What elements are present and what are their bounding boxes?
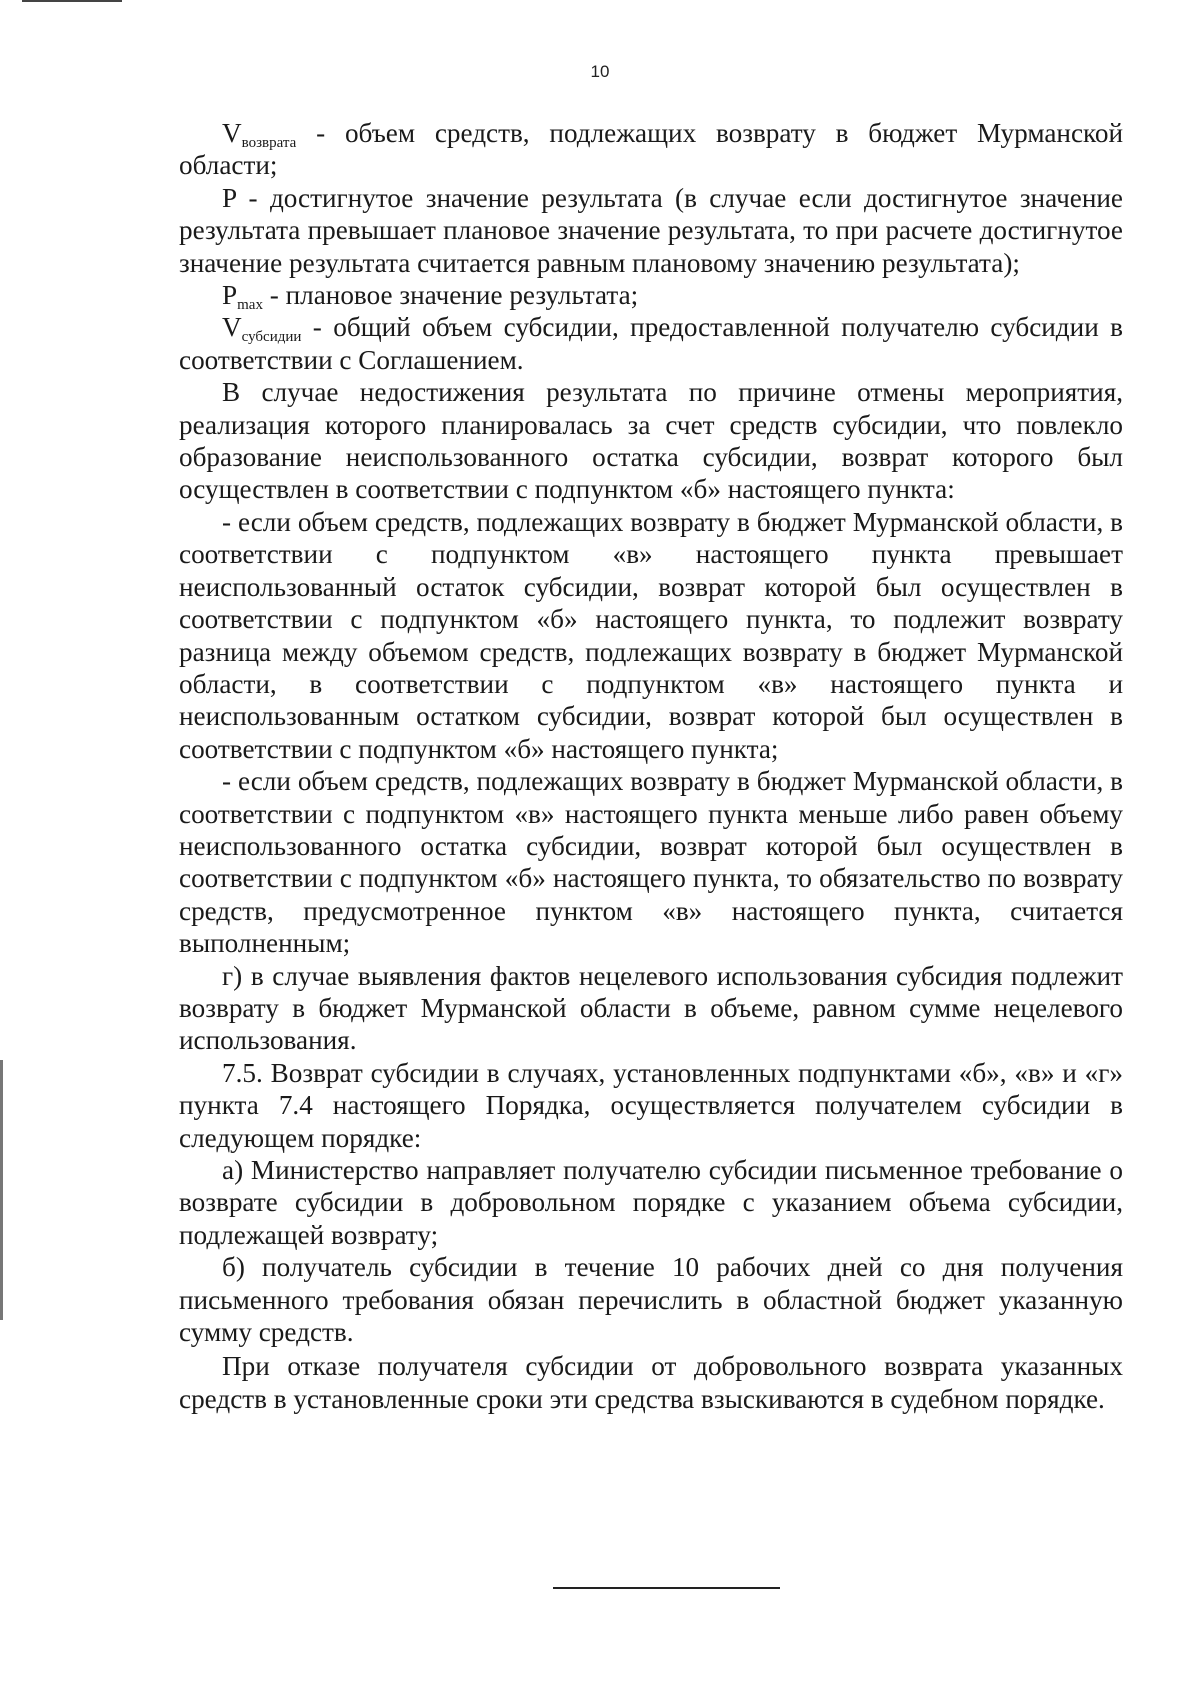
paragraph-excess-case: - если объем средств, подлежащих возврату в бюджет Мурманской области, в соответствии с подпунктом «в» настоящего пункта превышает неиспользованный остаток субсидии, возврат которой был осуществлен в соответствии с подпунктом «б» настоящего пункта, то подлежит возврату разница между объемом средств, подлежащих возврату в бюджет Мурманской области, в соответствии с подпунктом «в» настоящего пункта и неиспользованным остатком субсидии, возврат которой был осуществлен в соответствии с подпунктом «б» настоящего пункта; bbox=[179, 506, 1123, 764]
definition-text: - достигнутое значение результата (в случае если достигнутое значение результата превышает плановое значение результата, то при расчете достигнутое значение результата считается равным плановому значению результата); bbox=[179, 182, 1123, 278]
paragraph-non-achievement: В случае недостижения результата по причине отмены мероприятия, реализация которого планировалась за счет средств субсидии, что повлекло образование неиспользованного остатка субсидии, возврат которого был осуществлен в соответствии с подпунктом «б» настоящего пункта: bbox=[179, 377, 1123, 505]
end-separator-line bbox=[553, 1587, 780, 1589]
definition-v-subsidy bbox=[179, 311, 1123, 376]
definition-p-max bbox=[179, 279, 1123, 314]
definition-text: - объем средств, подлежащих возврату в бюджет Мурманской области; bbox=[179, 118, 1123, 181]
paragraph-misuse: г) в случае выявления фактов нецелевого использования субсидия подлежит возврату в бюджет Мурманской области в объеме, равном сумме нецелевого использования. bbox=[179, 960, 1123, 1056]
definition-text: - плановое значение результата; bbox=[262, 280, 639, 311]
paragraph-court: При отказе получателя субсидии от добровольного возврата указанных средств в установленные сроки эти средства взыскиваются в судебном порядке. bbox=[179, 1351, 1123, 1414]
paragraph-7-5: 7.5. Возврат субсидии в случаях, установленных подпунктами «б», «в» и «г» пункта 7.4 настоящего Порядка, осуществляется получателем субсидии в следующем порядке: bbox=[179, 1057, 1123, 1153]
definition-p bbox=[179, 182, 1123, 279]
paragraph-less-case: - если объем средств, подлежащих возврату в бюджет Мурманской области, в соответствии с подпунктом «в» настоящего пункта меньше либо равен объему неиспользованного остатка субсидии, возврат которой был осуществлен в соответствии с подпунктом «б» настоящего пункта, то обязательство по возврату средств, предусмотренное пунктом «в» настоящего пункта, считается выполненным; bbox=[179, 766, 1123, 959]
definition-symbol: V bbox=[222, 118, 242, 148]
page-number: 10 bbox=[590, 62, 610, 81]
definition-subscript: возврата bbox=[241, 135, 297, 151]
definition-text: - общий объем субсидии, предоставленной получателю субсидии в соответствии с Соглашением. bbox=[179, 312, 1123, 375]
definition-symbol: V bbox=[222, 312, 242, 343]
definition-v-return bbox=[179, 117, 1123, 182]
document-body bbox=[179, 117, 1123, 1415]
paragraph-item-a: а) Министерство направляет получателю субсидии письменное требование о возврате субсидии в добровольном порядке с указанием объема субсидии, подлежащей возврату; bbox=[179, 1155, 1123, 1250]
scan-artifact-left bbox=[0, 1060, 3, 1320]
scan-artifact-top bbox=[22, 0, 122, 2]
definition-symbol: P bbox=[222, 280, 238, 311]
definition-symbol: P bbox=[222, 182, 237, 213]
definition-subscript: субсидии bbox=[241, 329, 302, 346]
paragraph-item-b: б) получатель субсидии в течение 10 рабочих дней со дня получения письменного требования обязан перечислить в областной бюджет указанную сумму средств. bbox=[179, 1252, 1123, 1348]
definition-subscript: max bbox=[237, 297, 263, 314]
